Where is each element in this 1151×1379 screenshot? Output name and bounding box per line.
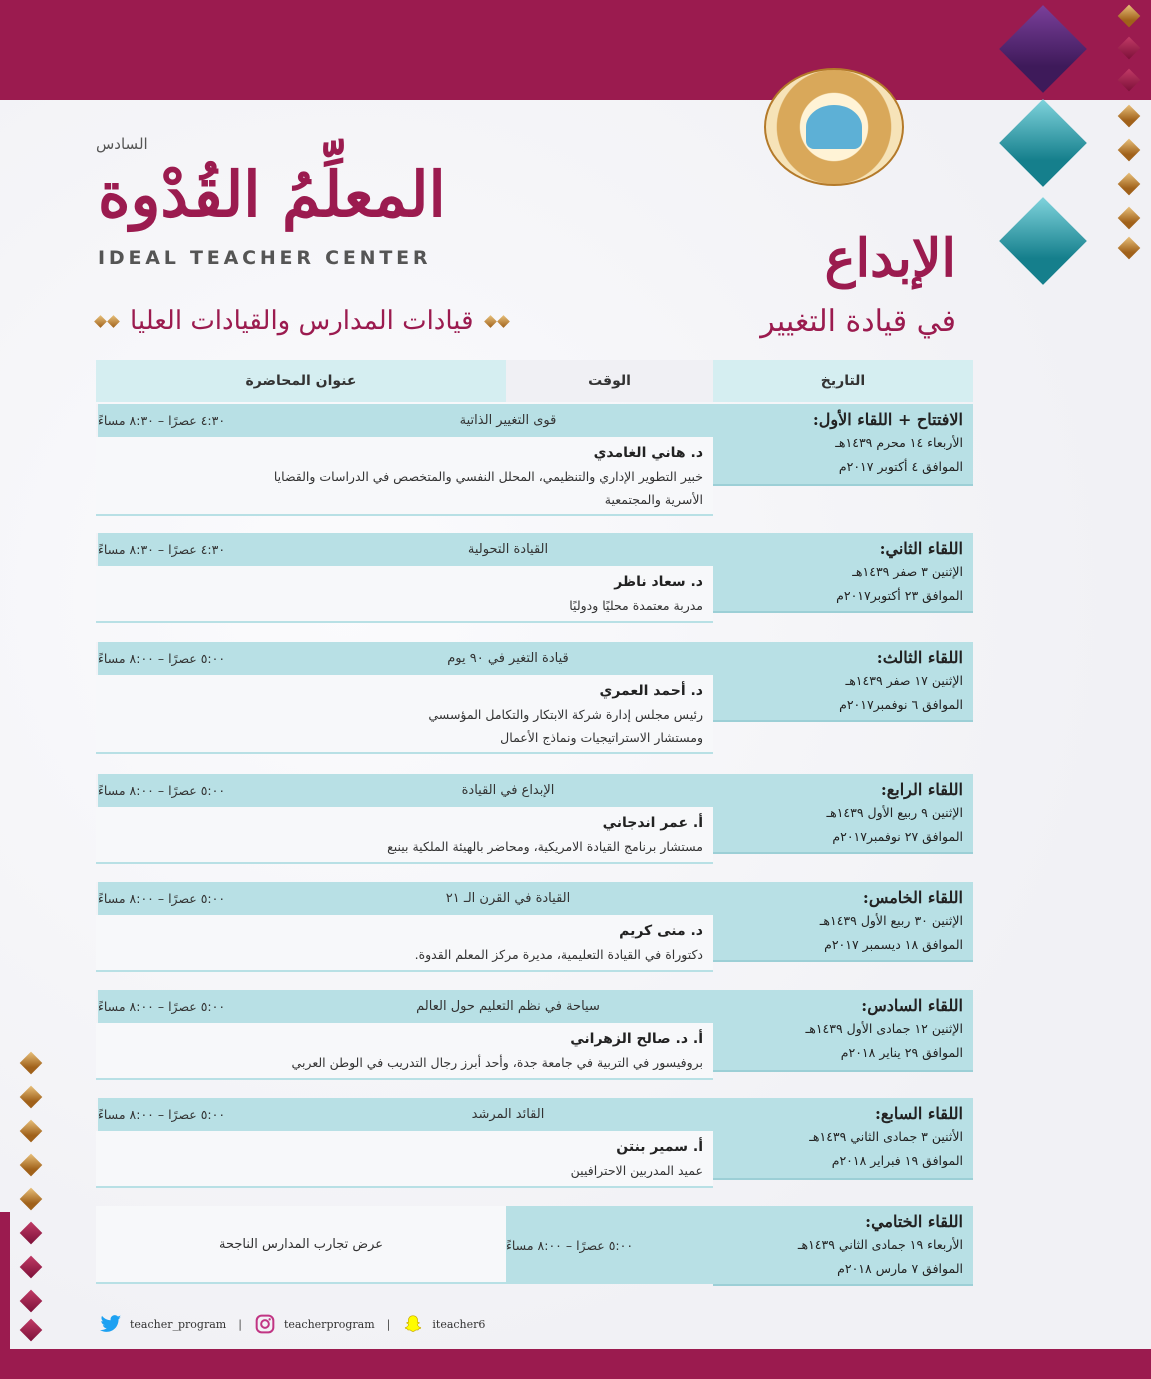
session-topic: الإبداع في القيادة: [461, 783, 555, 798]
hijri-date: الإثنين ١٧ صفر ١٤٣٩هـ: [845, 673, 963, 688]
gregorian-date: الموافق ٦ نوفمبر٢٠١٧م: [839, 697, 963, 712]
session-label: اللقاء الخامس:: [862, 888, 963, 907]
session-date: [713, 882, 973, 962]
speaker-name: أ. عمر اندجاني: [602, 815, 703, 831]
snapchat-icon[interactable]: [402, 1314, 424, 1334]
speaker-bio: رئيس مجلس إدارة شركة الابتكار والتكامل المؤسسي: [428, 707, 703, 722]
speaker-name: د. منى كريم: [619, 923, 703, 939]
audience-line: [96, 306, 508, 336]
audience-text: قيادات المدارس والقيادات العليا: [130, 306, 474, 336]
hero-subtitle: في قيادة التغيير: [760, 304, 956, 339]
header-date: التاريخ: [820, 373, 866, 389]
session-band: [96, 533, 713, 566]
gregorian-date: الموافق ١٨ ديسمبر ٢٠١٧م: [824, 937, 963, 952]
gregorian-date: الموافق ٢٣ أكتوبر٢٠١٧م: [836, 588, 963, 603]
session-band: [96, 642, 713, 675]
speaker-cell: [96, 675, 713, 754]
speaker-name: د. أحمد العمري: [599, 683, 703, 699]
session-row: [96, 774, 973, 864]
session-date: [713, 533, 973, 613]
speaker-bio: دكتوراة في القيادة التعليمية، مديرة مركز المعلم القدوة.: [414, 947, 703, 962]
twitter-handle[interactable]: teacher_program: [130, 1317, 227, 1331]
university-logo: [764, 68, 904, 186]
speaker-bio: خبير التطوير الإداري والتنظيمي، المحلل النفسي والمتخصص في الدراسات والقضايا: [273, 469, 703, 484]
session-date: [713, 990, 973, 1072]
header-time: الوقت: [506, 360, 713, 402]
session-label: اللقاء الرابع:: [880, 780, 963, 799]
session-date: [713, 404, 973, 486]
hijri-date: الإثنين ٣ صفر ١٤٣٩هـ: [852, 564, 963, 579]
hijri-date: الأثنين ٣ جمادى الثاني ١٤٣٩هـ: [809, 1129, 963, 1144]
speaker-cell: [96, 807, 713, 864]
gregorian-date: الموافق ٢٧ نوفمبر٢٠١٧م: [832, 829, 963, 844]
separator: |: [386, 1317, 391, 1331]
session-time: ٥:٠٠ عصرًا – ٨:٠٠ مساءً: [96, 642, 303, 675]
gregorian-date: الموافق ٤ أكتوبر ٢٠١٧م: [838, 459, 963, 474]
header-title: عنوان المحاضرة: [245, 373, 357, 389]
ornament-icon: [486, 317, 508, 326]
session-label: اللقاء الثالث:: [876, 648, 963, 667]
session-label: اللقاء السادس:: [861, 996, 963, 1015]
session-topic: عرض تجارب المدارس الناجحة: [96, 1206, 506, 1284]
schedule-table: [96, 360, 973, 402]
twitter-icon[interactable]: [100, 1314, 122, 1334]
speaker-name: أ. سمير بنتن: [616, 1139, 703, 1155]
session-label: اللقاء السابع:: [874, 1104, 963, 1123]
speaker-cell: [96, 566, 713, 623]
closing-session-row: [96, 1206, 973, 1286]
session-row: [96, 990, 973, 1080]
session-label: الافتتاح + اللقاء الأول:: [812, 410, 963, 429]
session-topic: القيادة في القرن الـ ٢١: [445, 891, 571, 906]
speaker-cell: [96, 915, 713, 972]
logo-dome-icon: [806, 105, 862, 149]
session-band: [96, 774, 713, 807]
snapchat-handle[interactable]: iteacher6: [432, 1317, 486, 1331]
session-band: [96, 404, 713, 437]
speaker-bio: مدربة معتمدة محليًا ودوليًا: [569, 598, 703, 613]
hijri-date: الإثنين ٩ ربيع الأول ١٤٣٩هـ: [826, 805, 963, 820]
session-date: [713, 774, 973, 854]
hijri-date: الإثنين ٣٠ ربيع الأول ١٤٣٩هـ: [819, 913, 963, 928]
session-row: [96, 533, 973, 623]
separator: |: [238, 1317, 242, 1331]
brand-title: المعلِّمُ القُدْوة: [98, 158, 446, 231]
session-row: [96, 882, 973, 972]
session-topic: القيادة التحولية: [467, 542, 549, 557]
instagram-icon[interactable]: [254, 1314, 276, 1334]
social-footer: [100, 1314, 485, 1334]
speaker-bio: بروفيسور في التربية في جامعة جدة، وأحد أبرز رجال التدريب في الوطن العربي: [291, 1055, 703, 1070]
session-time: ٥:٠٠ عصرًا – ٨:٠٠ مساءً: [96, 990, 303, 1023]
session-topic: قوى التغيير الذاتية: [459, 413, 557, 428]
session-date: [713, 1098, 973, 1180]
session-time: ٥:٠٠ عصرًا – ٨:٠٠ مساءً: [96, 882, 303, 915]
session-time: ٥:٠٠ عصرًا – ٨:٠٠ مساءً: [506, 1206, 713, 1284]
session-time: ٥:٠٠ عصرًا – ٨:٠٠ مساءً: [96, 1098, 303, 1131]
table-header: [96, 360, 973, 402]
session-band: [96, 1098, 713, 1131]
session-row: [96, 1098, 973, 1188]
bottom-banner: [0, 1349, 1151, 1379]
speaker-name: د. سعاد ناظر: [614, 574, 703, 590]
brand-edition: السادس: [96, 135, 148, 153]
speaker-bio: عميد المدربين الاحترافيين: [570, 1163, 703, 1178]
speaker-bio: الأسرية والمجتمعية: [604, 492, 703, 507]
session-date: [713, 1206, 973, 1286]
left-accent-band: [0, 1212, 10, 1349]
speaker-bio: ومستشار الاستراتيجيات ونماذج الأعمال: [500, 730, 703, 745]
gregorian-date: الموافق ١٩ فبراير ٢٠١٨م: [831, 1153, 963, 1168]
session-time: ٤:٣٠ عصرًا – ٨:٣٠ مساءً: [96, 404, 303, 437]
session-band: [96, 882, 713, 915]
session-row: [96, 642, 973, 754]
speaker-cell: [96, 1131, 713, 1188]
speaker-name: أ. د. صالح الزهراني: [570, 1031, 703, 1047]
session-date: [713, 642, 973, 722]
session-label: اللقاء الختامي:: [865, 1212, 963, 1231]
session-topic: سياحة في نظم التعليم حول العالم: [416, 999, 600, 1014]
session-topic: قيادة التغير في ٩٠ يوم: [447, 651, 569, 666]
speaker-name: د. هاني الغامدي: [593, 445, 703, 461]
session-label: اللقاء الثاني:: [879, 539, 963, 558]
session-time: ٤:٣٠ عصرًا – ٨:٣٠ مساءً: [96, 533, 303, 566]
hero-title: الإبداع: [824, 228, 956, 289]
session-time: ٥:٠٠ عصرًا – ٨:٠٠ مساءً: [96, 774, 303, 807]
hijri-date: الأربعاء ١٤ محرم ١٤٣٩هـ: [835, 435, 963, 450]
speaker-cell: [96, 437, 713, 516]
gregorian-date: الموافق ٧ مارس ٢٠١٨م: [837, 1261, 963, 1276]
session-band: [96, 990, 713, 1023]
ornament-icon: [96, 317, 118, 326]
session-topic: القائد المرشد: [471, 1107, 545, 1122]
top-banner: [0, 0, 1151, 100]
speaker-bio: مستشار برنامج القيادة الامريكية، ومحاضر بالهيئة الملكية بينبع: [387, 839, 703, 854]
hijri-date: الأربعاء ١٩ جمادى الثاني ١٤٣٩هـ: [797, 1237, 963, 1252]
gregorian-date: الموافق ٢٩ يناير ٢٠١٨م: [840, 1045, 963, 1060]
brand-subtitle-en: IDEAL TEACHER CENTER: [98, 247, 432, 269]
session-row: [96, 404, 973, 516]
instagram-handle[interactable]: teacherprogram: [283, 1317, 375, 1331]
hijri-date: الإثنين ١٢ جمادى الأول ١٤٣٩هـ: [805, 1021, 963, 1036]
speaker-cell: [96, 1023, 713, 1080]
